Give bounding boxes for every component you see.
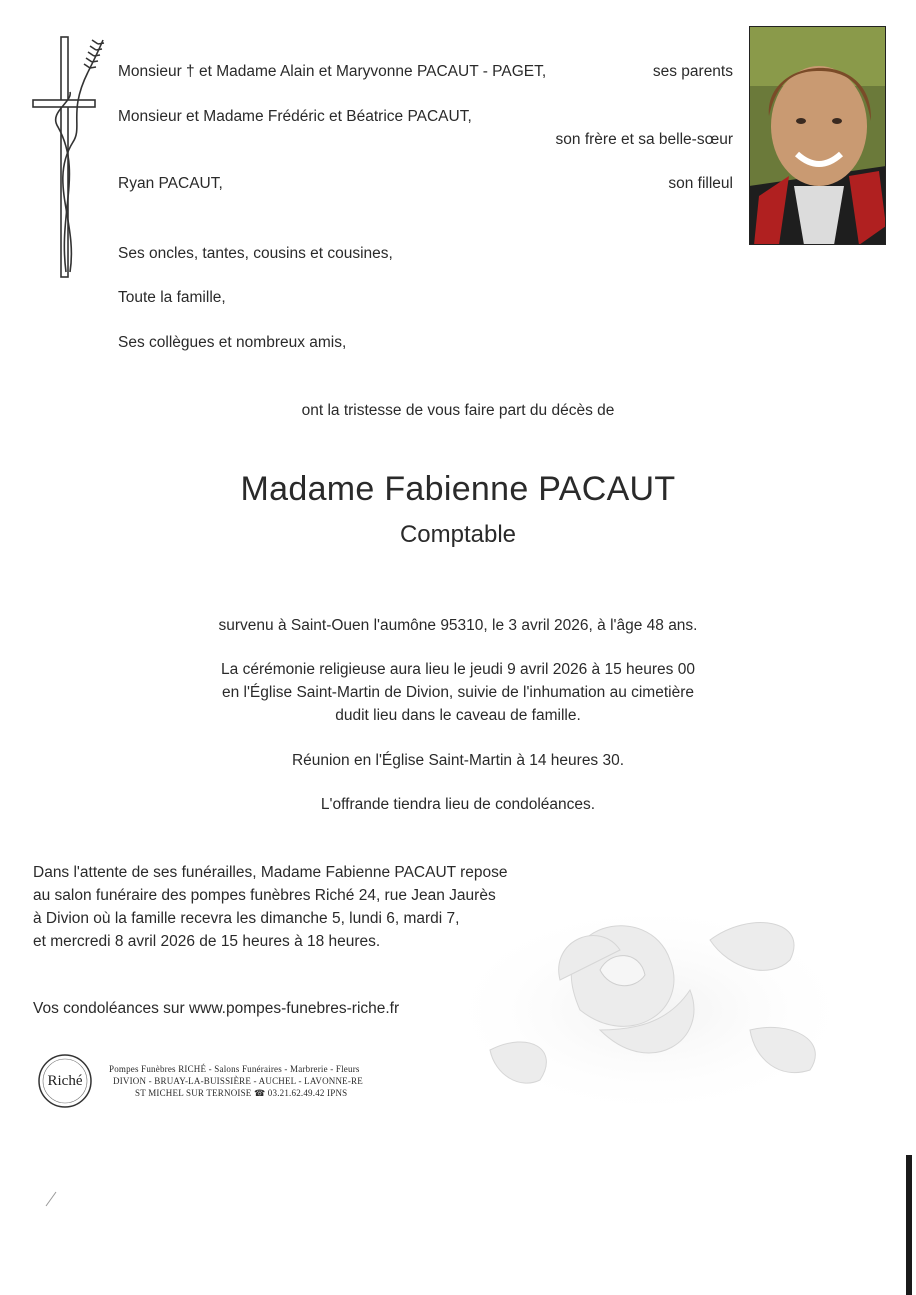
family-others-3: Ses collègues et nombreux amis,: [118, 334, 347, 351]
family-others-1: Ses oncles, tantes, cousins et cousines,: [118, 245, 393, 262]
family-godson-names: Ryan PACAUT,: [118, 175, 223, 192]
death-details: survenu à Saint-Ouen l'aumône 95310, le 3 avril 2026, à l'âge 48 ans.: [218, 617, 698, 634]
family-others-2: Toute la famille,: [118, 289, 226, 306]
rose-decoration-icon: [450, 880, 870, 1120]
family-brother-names: Monsieur et Madame Frédéric et Béatrice PACAUT,: [118, 108, 472, 125]
footer-line-3: ST MICHEL SUR TERNOISE ☎ 03.21.62.49.42 IPNS: [135, 1088, 348, 1098]
portrait-photo: [749, 26, 886, 245]
viewing-line-1: Dans l'attente de ses funérailles, Madame Fabienne PACAUT repose: [33, 864, 508, 881]
meeting-details: Réunion en l'Église Saint-Martin à 14 heures 30.: [291, 752, 625, 769]
family-parents-relation: ses parents: [652, 63, 733, 80]
offering-details: L'offrande tiendra lieu de condoléances.: [320, 796, 596, 813]
ceremony-line-3: dudit lieu dans le caveau de famille.: [335, 707, 581, 724]
deceased-name: Madame Fabienne PACAUT: [240, 470, 676, 508]
footer-line-2: DIVION - BRUAY-LA-BUISSIÈRE - AUCHEL - LAVONNE-RE: [113, 1076, 363, 1086]
family-parents-names: Monsieur † et Madame Alain et Maryvonne PACAUT - PAGET,: [118, 63, 547, 80]
family-godson-relation: son filleul: [668, 175, 733, 192]
deceased-profession: Comptable: [399, 521, 517, 548]
viewing-line-4: et mercredi 8 avril 2026 de 15 heures à 18 heures.: [33, 933, 381, 950]
cross-wheat-icon: [28, 32, 108, 282]
announcement-text: ont la tristesse de vous faire part du décès de: [301, 402, 615, 419]
scan-mark-icon: [44, 1188, 60, 1208]
scan-edge-mark: [906, 1155, 912, 1295]
family-brother-relation: son frère et sa belle-sœur: [555, 131, 733, 148]
riche-logo: [37, 1053, 93, 1109]
condolences-text: Vos condoléances sur www.pompes-funebres-riche.fr: [33, 1000, 400, 1017]
footer-line-1: Pompes Funèbres RICHÉ - Salons Funéraires - Marbrerie - Fleurs: [109, 1064, 360, 1074]
viewing-line-2: au salon funéraire des pompes funèbres Riché 24, rue Jean Jaurès: [33, 887, 496, 904]
viewing-line-3: à Divion où la famille recevra les dimanche 5, lundi 6, mardi 7,: [33, 910, 460, 927]
logo-text: Riché: [47, 1073, 83, 1089]
ceremony-line-2: en l'Église Saint-Martin de Divion, suivie de l'inhumation au cimetière: [221, 684, 694, 701]
ceremony-line-1: La cérémonie religieuse aura lieu le jeudi 9 avril 2026 à 15 heures 00: [221, 661, 695, 678]
